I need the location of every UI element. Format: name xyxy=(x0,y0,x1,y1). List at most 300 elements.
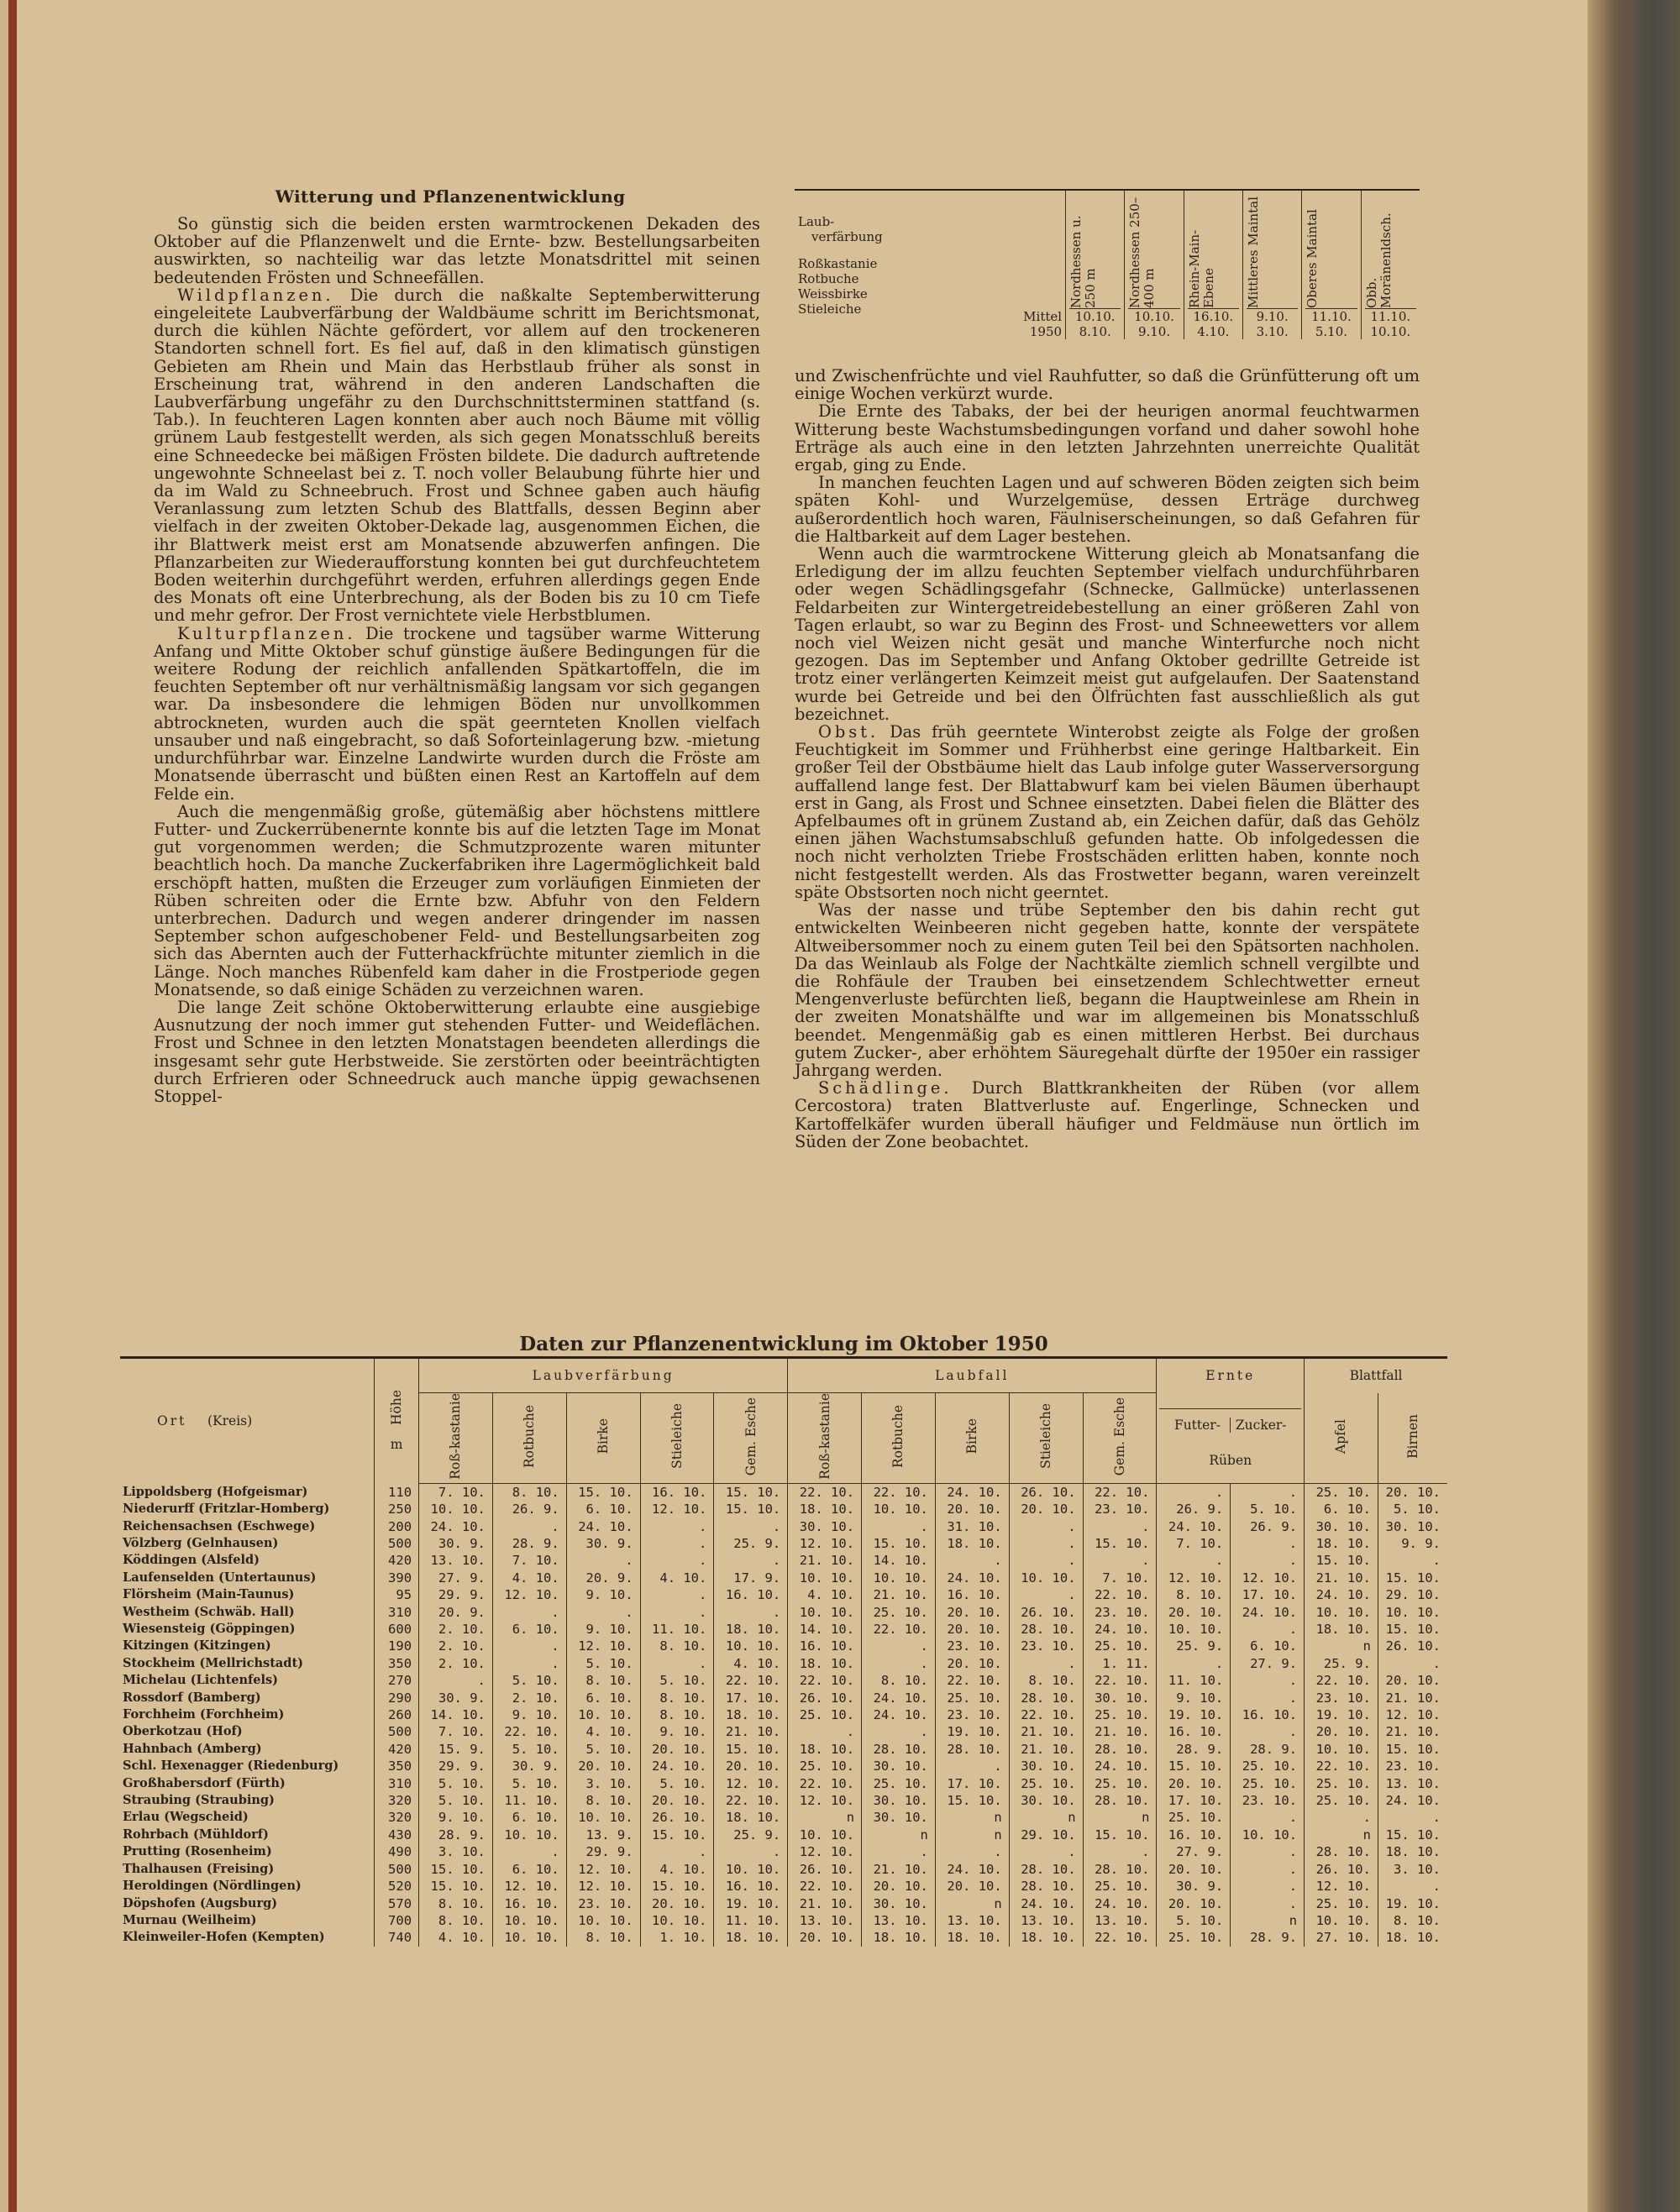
date-cell: 13. 9. xyxy=(566,1827,640,1843)
date-cell: 18. 10. xyxy=(788,1501,862,1517)
date-cell: . xyxy=(1231,1552,1305,1569)
date-cell: 25. 10. xyxy=(1083,1878,1157,1895)
date-cell: 15. 10. xyxy=(419,1861,493,1878)
date-cell: . xyxy=(1157,1552,1231,1569)
date-cell: 5. 10. xyxy=(1378,1501,1447,1517)
date-cell: 28. 10. xyxy=(1083,1792,1157,1809)
date-cell: 12. 10. xyxy=(788,1535,862,1552)
date-cell: . xyxy=(640,1535,714,1552)
date-cell: 30. 9. xyxy=(419,1690,493,1706)
table-row xyxy=(120,1929,1447,1946)
date-cell: 14. 10. xyxy=(419,1706,493,1723)
small-table-col xyxy=(1243,190,1302,339)
date-cell: 4. 10. xyxy=(566,1723,640,1740)
subheader xyxy=(788,1393,862,1484)
right-paragraph-7 xyxy=(795,1079,1420,1151)
date-cell: 15. 10. xyxy=(1378,1827,1447,1843)
date-cell: 8. 10. xyxy=(1009,1672,1083,1689)
date-cell: . xyxy=(1009,1552,1083,1569)
hoehe-cell: 95 xyxy=(375,1586,419,1603)
date-cell: 8. 10. xyxy=(640,1690,714,1706)
date-cell: 8. 10. xyxy=(419,1895,493,1912)
hoehe-cell: 270 xyxy=(375,1672,419,1689)
date-cell: 21. 10. xyxy=(1378,1723,1447,1740)
date-cell: 14. 10. xyxy=(862,1552,936,1569)
date-cell: 6. 10. xyxy=(566,1690,640,1706)
header-ernte: Ernte xyxy=(1157,1358,1305,1393)
date-cell: 21. 10. xyxy=(862,1861,936,1878)
date-cell: 20. 10. xyxy=(1305,1723,1378,1740)
table-row xyxy=(120,1809,1447,1826)
date-cell: . xyxy=(862,1723,936,1740)
date-cell: 25. 10. xyxy=(1083,1706,1157,1723)
date-cell: 6. 10. xyxy=(492,1621,566,1638)
date-cell: 24. 10. xyxy=(1009,1895,1083,1912)
ort-cell: Kleinweiler-Hofen (Kempten) xyxy=(123,1930,325,1945)
hoehe-cell: 290 xyxy=(375,1690,419,1706)
date-cell: 15. 10. xyxy=(1378,1621,1447,1638)
date-cell: 7. 10. xyxy=(492,1552,566,1569)
date-cell: 15. 10. xyxy=(714,1741,788,1758)
hoehe-cell: 200 xyxy=(375,1518,419,1535)
date-cell: 8. 10. xyxy=(1378,1912,1447,1929)
date-cell: 2. 10. xyxy=(419,1638,493,1654)
left-paragraph-3 xyxy=(154,625,760,803)
date-cell: 15. 10. xyxy=(1083,1827,1157,1843)
hoehe-cell: 350 xyxy=(375,1655,419,1672)
date-cell: 25. 10. xyxy=(1157,1809,1231,1826)
date-cell: . xyxy=(1231,1861,1305,1878)
date-cell: 23. 10. xyxy=(1305,1690,1378,1706)
date-cell: 22. 10. xyxy=(1083,1483,1157,1501)
subheader-label: Gem. Esche xyxy=(1111,1397,1127,1476)
date-cell: 27. 10. xyxy=(1305,1929,1378,1946)
date-cell: 15. 10. xyxy=(714,1483,788,1501)
date-cell: . xyxy=(714,1518,788,1535)
date-cell: 11. 10. xyxy=(714,1912,788,1929)
col-header: Nordhessen u. 250 m xyxy=(1068,215,1099,308)
section-lead-wildpflanzen: Wildpflanzen. xyxy=(177,285,334,305)
row-label-mittel: Mittel xyxy=(1023,309,1063,324)
date-cell: 22. 10. xyxy=(1305,1672,1378,1689)
date-cell: 27. 9. xyxy=(419,1570,493,1586)
date-cell: 8. 10. xyxy=(566,1792,640,1809)
date-cell: 31. 10. xyxy=(935,1518,1009,1535)
date-cell: 2. 10. xyxy=(419,1655,493,1672)
header-blattfall: Blattfall xyxy=(1305,1358,1447,1393)
date-cell: 15. 10. xyxy=(1378,1570,1447,1586)
date-cell: . xyxy=(640,1518,714,1535)
date-cell: . xyxy=(1009,1518,1083,1535)
table-row xyxy=(120,1895,1447,1912)
cell: 9.10. xyxy=(1137,324,1171,339)
left-paragraph-5: Die lange Zeit schöne Oktoberwitterung erlaubte eine ausgiebige Ausnutzung der noch immer gut stehenden Futter- und Weideflächen. Frost und Schnee in den letzten Monatstagen beendeten allerdings die insgesamt sehr gute Herbstweide. Sie zerstörten oder beeinträchtigten durch Erfrieren oder Schneedruck auch manche üppig gewachsenen Stoppel- xyxy=(154,997,760,1106)
date-cell: 18. 10. xyxy=(1305,1535,1378,1552)
subheader-label: Rotbuche xyxy=(522,1404,538,1468)
date-cell: 26. 10. xyxy=(788,1690,862,1706)
date-cell: 25. 9. xyxy=(1305,1655,1378,1672)
date-cell: 5. 10. xyxy=(1231,1501,1305,1517)
date-cell: 20. 10. xyxy=(1378,1483,1447,1501)
date-cell: 28. 9. xyxy=(1231,1929,1305,1946)
date-cell: 6. 10. xyxy=(1231,1638,1305,1654)
date-cell: 23. 10. xyxy=(1083,1501,1157,1517)
date-cell: 26. 9. xyxy=(1157,1501,1231,1517)
header-laubverfaerbung: Laubverfärbung xyxy=(419,1358,788,1393)
date-cell: 12. 10. xyxy=(1378,1706,1447,1723)
date-cell: . xyxy=(419,1672,493,1689)
date-cell: 26. 10. xyxy=(1378,1638,1447,1654)
tree-name: Roßkastanie xyxy=(798,255,878,271)
hoehe-cell: 390 xyxy=(375,1570,419,1586)
date-cell: 10. 10. xyxy=(1305,1604,1378,1621)
date-cell: 25. 10. xyxy=(1083,1775,1157,1792)
table-row xyxy=(120,1535,1447,1552)
date-cell: 29. 10. xyxy=(1009,1827,1083,1843)
date-cell: . xyxy=(1009,1843,1083,1860)
date-cell: 2. 10. xyxy=(492,1690,566,1706)
date-cell: 20. 10. xyxy=(1009,1501,1083,1517)
subheader xyxy=(1378,1393,1447,1484)
date-cell: 15. 10. xyxy=(640,1827,714,1843)
date-cell: 18. 10. xyxy=(1009,1929,1083,1946)
date-cell: . xyxy=(640,1655,714,1672)
hoehe-cell: 190 xyxy=(375,1638,419,1654)
date-cell: . xyxy=(1231,1535,1305,1552)
ort-cell: Laufenselden (Untertaunus) xyxy=(123,1570,317,1585)
date-cell: 3. 10. xyxy=(566,1775,640,1792)
date-cell: 10. 10. xyxy=(714,1638,788,1654)
date-cell: 20. 10. xyxy=(714,1758,788,1774)
subheader-futter: Futter- xyxy=(1173,1417,1221,1433)
ort-cell: Reichensachsen (Eschwege) xyxy=(123,1518,316,1533)
date-cell: 13. 10. xyxy=(862,1912,936,1929)
date-cell: . xyxy=(1231,1895,1305,1912)
header-hoehe xyxy=(375,1358,419,1484)
subheader-rueben xyxy=(1157,1393,1305,1484)
date-cell: 12. 10. xyxy=(566,1878,640,1895)
ort-cell: Lippoldsberg (Hofgeismar) xyxy=(123,1484,308,1499)
date-cell: 22. 10. xyxy=(492,1723,566,1740)
date-cell: 10. 10. xyxy=(492,1912,566,1929)
date-cell: 29. 9. xyxy=(566,1843,640,1860)
date-cell: 1. 10. xyxy=(640,1929,714,1946)
table-row xyxy=(120,1878,1447,1895)
date-cell: 30. 10. xyxy=(862,1895,936,1912)
date-cell: 10. 10. xyxy=(566,1706,640,1723)
date-cell: 30. 10. xyxy=(1305,1518,1378,1535)
ort-cell: Forchheim (Forchheim) xyxy=(123,1707,285,1722)
ort-cell: Erlau (Wegscheid) xyxy=(123,1810,249,1825)
date-cell: 20. 9. xyxy=(566,1570,640,1586)
ort-cell: Hahnbach (Amberg) xyxy=(123,1741,262,1756)
date-cell: 22. 10. xyxy=(788,1878,862,1895)
date-cell: 18. 10. xyxy=(935,1929,1009,1946)
date-cell: . xyxy=(788,1723,862,1740)
date-cell: 28. 10. xyxy=(1305,1843,1378,1860)
date-cell: 30. 9. xyxy=(419,1535,493,1552)
date-cell: . xyxy=(714,1843,788,1860)
date-cell: 12. 10. xyxy=(640,1501,714,1517)
date-cell: 18. 10. xyxy=(788,1655,862,1672)
right-paragraph-5 xyxy=(795,723,1420,901)
date-cell: 20. 10. xyxy=(788,1929,862,1946)
date-cell: 8. 10. xyxy=(419,1912,493,1929)
ort-cell: Thalhausen (Freising) xyxy=(123,1861,275,1876)
tree-name: Weissbirke xyxy=(798,286,868,301)
date-cell: 22. 10. xyxy=(862,1621,936,1638)
date-cell: n xyxy=(935,1895,1009,1912)
table-row xyxy=(120,1604,1447,1621)
right-paragraph-3: In manchen feuchten Lagen und auf schweren Böden zeigten sich beim späten Kohl- und Wurzelgemüse, dessen Erträge durchweg außerordentlich hoch waren, Fäulniserscheinungen, so daß Gefahren für die Haltbarkeit auf dem Lager bestehen. xyxy=(795,473,1420,546)
right-paragraph-5-text: Das früh geerntete Winterobst zeigte als Folge der großen Feuchtigkeit im Sommer und Frühherbst eine geringe Haltbarkeit. Ein großer Teil der Obstbäume hielt das Laub infolge guter Wasserversorgung auffallend lange fest. Der Blattabwurf kam bei vielen Bäumen überhaupt erst in Gang, als Frost und Schnee einsetzten. Dabei fielen die Blätter des Apfelbaumes oft in grünem Zustand ab, ein Zeichen dafür, daß das Gehölz einen jähen Wachstumsabschluß gefunden hatte. Ob infolgedessen die noch nicht verholzten Triebe Frostschäden erlitten haben, konnte noch nicht festgestellt werden. Als das Frostwetter begann, waren vereinzelt späte Obstsorten noch nicht geerntet. xyxy=(795,722,1420,902)
date-cell: 24. 10. xyxy=(1378,1792,1447,1809)
date-cell: . xyxy=(1231,1690,1305,1706)
date-cell: 24. 10. xyxy=(566,1518,640,1535)
date-cell: 23. 10. xyxy=(935,1638,1009,1654)
date-cell: 29. 10. xyxy=(1378,1586,1447,1603)
date-cell: 12. 10. xyxy=(492,1878,566,1895)
date-cell: 21. 10. xyxy=(788,1552,862,1569)
date-cell: 23. 10. xyxy=(935,1706,1009,1723)
date-cell: 30. 9. xyxy=(566,1535,640,1552)
date-cell: 10. 10. xyxy=(1305,1741,1378,1758)
date-cell: 25. 10. xyxy=(1305,1792,1378,1809)
small-table-label-2: verfärbung xyxy=(811,228,883,244)
date-cell: 20. 10. xyxy=(935,1621,1009,1638)
date-cell: 8. 10. xyxy=(492,1483,566,1501)
date-cell: . xyxy=(492,1655,566,1672)
date-cell: . xyxy=(1231,1672,1305,1689)
date-cell: 24. 10. xyxy=(1231,1604,1305,1621)
date-cell: 8. 10. xyxy=(862,1672,936,1689)
hoehe-cell: 110 xyxy=(375,1483,419,1501)
date-cell: 25. 9. xyxy=(1157,1638,1231,1654)
date-cell: 15. 10. xyxy=(1083,1535,1157,1552)
date-cell: 5. 10. xyxy=(566,1655,640,1672)
date-cell: 24. 10. xyxy=(935,1570,1009,1586)
date-cell: 24. 10. xyxy=(1083,1758,1157,1774)
date-cell: . xyxy=(862,1655,936,1672)
date-cell: . xyxy=(714,1552,788,1569)
col-header: Oberes Maintal xyxy=(1305,209,1320,308)
date-cell: 22. 10. xyxy=(1009,1706,1083,1723)
subheader xyxy=(419,1393,493,1484)
date-cell: n xyxy=(935,1809,1009,1826)
header-hoehe-label: Höhe xyxy=(389,1390,405,1426)
small-table-col xyxy=(1361,190,1420,339)
date-cell: . xyxy=(1231,1809,1305,1826)
date-cell: 19. 10. xyxy=(714,1895,788,1912)
date-cell: 18. 10. xyxy=(1378,1843,1447,1860)
date-cell: 7. 10. xyxy=(419,1483,493,1501)
right-column xyxy=(795,367,1420,1151)
subheader-label: Rotbuche xyxy=(890,1404,906,1468)
pflanzenentwicklung-table xyxy=(120,1356,1447,1947)
date-cell: 16. 10. xyxy=(788,1638,862,1654)
ort-cell: Wiesensteig (Göppingen) xyxy=(123,1622,296,1637)
header-ort xyxy=(120,1358,375,1484)
date-cell: 28. 10. xyxy=(862,1741,936,1758)
date-cell: 20. 10. xyxy=(640,1792,714,1809)
date-cell: 21. 10. xyxy=(1305,1570,1378,1586)
date-cell: 7. 10. xyxy=(419,1723,493,1740)
date-cell: . xyxy=(1009,1535,1083,1552)
date-cell: 13. 10. xyxy=(1083,1912,1157,1929)
cell: 11.10. xyxy=(1305,308,1357,324)
left-paragraph-2 xyxy=(154,286,760,625)
date-cell: 7. 10. xyxy=(1083,1570,1157,1586)
date-cell: 12. 10. xyxy=(566,1861,640,1878)
date-cell: 25. 10. xyxy=(1083,1638,1157,1654)
date-cell: 28. 9. xyxy=(1157,1741,1231,1758)
date-cell: 24. 10. xyxy=(862,1706,936,1723)
date-cell: 13. 10. xyxy=(788,1912,862,1929)
cell: 3.10. xyxy=(1256,324,1289,339)
date-cell: 10. 10. xyxy=(566,1912,640,1929)
header-kreis-label: (Kreis) xyxy=(207,1413,253,1429)
cell: 10.10. xyxy=(1128,308,1179,324)
date-cell: 15. 10. xyxy=(935,1792,1009,1809)
ort-cell: Flörsheim (Main-Taunus) xyxy=(123,1587,295,1602)
date-cell: 21. 10. xyxy=(714,1723,788,1740)
date-cell: 24. 10. xyxy=(419,1518,493,1535)
date-cell: . xyxy=(1231,1723,1305,1740)
row-label-1950: 1950 xyxy=(1029,324,1063,339)
date-cell: n xyxy=(1305,1638,1378,1654)
date-cell: . xyxy=(1083,1552,1157,1569)
date-cell: 30. 9. xyxy=(1157,1878,1231,1895)
date-cell: 30. 10. xyxy=(788,1518,862,1535)
cell: 16.10. xyxy=(1188,308,1239,324)
date-cell: 12. 10. xyxy=(714,1775,788,1792)
date-cell: 11. 10. xyxy=(492,1792,566,1809)
right-paragraph-6: Was der nasse und trübe September den bis dahin recht gut entwickelten Weinbeeren nicht gegeben hatte, konnte der verspätete Altweibersommer noch zu einem guten Teil bei den Spätsorten nachholen. Da das Weinlaub als Folge der Nachtkälte ziemlich schnell vergilbte und die Rohfäule der Trauben bei einsetzendem Schlechtwetter erneut Mengenverluste befürchten ließ, begann die Hauptweinlese am Rhein in der zweiten Monatshälfte und war im allgemeinen bis Monatsschluß beendet. Mengenmäßig gab es einen mittleren Herbst. Bei durchaus gutem Zucker-, aber erhöhtem Säuregehalt dürfte der 1950er ein rassiger Jahrgang werden. xyxy=(795,900,1420,1080)
subheader-label: Birke xyxy=(596,1418,612,1455)
date-cell: n xyxy=(935,1827,1009,1843)
date-cell: 28. 9. xyxy=(1231,1741,1305,1758)
table-row xyxy=(120,1792,1447,1809)
date-cell: 22. 10. xyxy=(935,1672,1009,1689)
date-cell: 5. 10. xyxy=(492,1672,566,1689)
date-cell: 18. 10. xyxy=(935,1535,1009,1552)
date-cell: 15. 10. xyxy=(862,1535,936,1552)
hoehe-cell: 700 xyxy=(375,1912,419,1929)
hoehe-cell: 570 xyxy=(375,1895,419,1912)
date-cell: 22. 10. xyxy=(788,1672,862,1689)
subheader xyxy=(566,1393,640,1484)
hoehe-cell: 420 xyxy=(375,1741,419,1758)
date-cell: n xyxy=(1231,1912,1305,1929)
date-cell: 10. 10. xyxy=(566,1809,640,1826)
date-cell: 24. 10. xyxy=(935,1861,1009,1878)
date-cell: 13. 10. xyxy=(1378,1775,1447,1792)
date-cell: 8. 10. xyxy=(566,1672,640,1689)
date-cell: 20. 10. xyxy=(935,1878,1009,1895)
date-cell: 9. 10. xyxy=(492,1706,566,1723)
date-cell: 15. 10. xyxy=(1305,1552,1378,1569)
date-cell: 5. 10. xyxy=(566,1741,640,1758)
date-cell: 30. 10. xyxy=(862,1792,936,1809)
small-table-col xyxy=(1184,190,1242,339)
date-cell: 13. 10. xyxy=(1009,1912,1083,1929)
date-cell: n xyxy=(1009,1809,1083,1826)
ort-cell: Kitzingen (Kitzingen) xyxy=(123,1638,271,1654)
date-cell: 9. 10. xyxy=(566,1586,640,1603)
subheader-label: Roß-kastanie xyxy=(816,1393,832,1480)
date-cell: 9. 10. xyxy=(566,1621,640,1638)
date-cell: . xyxy=(640,1586,714,1603)
date-cell: 5. 10. xyxy=(419,1775,493,1792)
date-cell: 18. 10. xyxy=(1305,1621,1378,1638)
date-cell: 28. 10. xyxy=(935,1741,1009,1758)
date-cell: 21. 10. xyxy=(1083,1723,1157,1740)
date-cell: 20. 10. xyxy=(935,1604,1009,1621)
table-row xyxy=(120,1690,1447,1706)
date-cell: 10. 10. xyxy=(1305,1912,1378,1929)
cell: 8.10. xyxy=(1079,324,1111,339)
ort-cell: Heroldingen (Nördlingen) xyxy=(123,1879,302,1894)
ort-cell: Köddingen (Alsfeld) xyxy=(123,1553,260,1568)
date-cell: 5. 10. xyxy=(640,1672,714,1689)
date-cell: . xyxy=(1378,1878,1447,1895)
date-cell: 20. 10. xyxy=(566,1758,640,1774)
hoehe-cell: 600 xyxy=(375,1621,419,1638)
date-cell: . xyxy=(1231,1878,1305,1895)
ort-cell: Großhabersdorf (Fürth) xyxy=(123,1775,286,1790)
book-spine xyxy=(1588,0,1680,2212)
date-cell: 12. 10. xyxy=(788,1792,862,1809)
date-cell: 25. 10. xyxy=(935,1690,1009,1706)
date-cell: 12. 10. xyxy=(1157,1570,1231,1586)
date-cell: 7. 10. xyxy=(1157,1535,1231,1552)
date-cell: 22. 10. xyxy=(1083,1929,1157,1946)
col-header: Mittleres Maintal xyxy=(1246,197,1261,308)
date-cell: 15. 10. xyxy=(1157,1758,1231,1774)
date-cell: 18. 10. xyxy=(862,1929,936,1946)
date-cell: . xyxy=(862,1638,936,1654)
date-cell: 17. 10. xyxy=(714,1690,788,1706)
date-cell: 25. 10. xyxy=(1231,1775,1305,1792)
date-cell: 16. 10. xyxy=(1157,1827,1231,1843)
right-paragraph-4: Wenn auch die warmtrockene Witterung gleich ab Monatsanfang die Erledigung der im allzu feuchten September vielfach undurchführbaren oder wegen Schädlingsgefahr (Schnecke, Gallmücke) unterlassenen Feldarbeiten zur Wintergetreidebestellung an einer größeren Zahl von Tagen erlaubt, so war zu Beginn des Frost- und Schneewetters vor allem noch viel Weizen nicht gesät und manche Winterfurche noch nicht gezogen. Das im September und Anfang Oktober gedrillte Getreide ist trotz einer verlängerten Keimzeit meist gut aufgelaufen. Der Saatenstand wurde bei Getreide und bei den Ölfrüchten fast ausschließlich als gut bezeichnet. xyxy=(795,544,1420,724)
date-cell: 21. 10. xyxy=(862,1586,936,1603)
date-cell: 17. 9. xyxy=(714,1570,788,1586)
date-cell: . xyxy=(1378,1552,1447,1569)
date-cell: 12. 10. xyxy=(788,1843,862,1860)
date-cell: 24. 10. xyxy=(1083,1895,1157,1912)
date-cell: 17. 10. xyxy=(1231,1586,1305,1603)
left-paragraph-4: Auch die mengenmäßig große, gütemäßig aber höchstens mittlere Futter- und Zuckerrübenernte konnte bis auf die letzten Tage im Monat gut vorgenommen werden; die Schmutzprozente waren mitunter beachtlich hoch. Da manche Zuckerfabriken ihre Lagermöglichkeit bald erschöpft hatten, mußten die Erzeuger zum vorläufigen Einmieten der Rüben schreiten oder die Ernte bzw. Abfuhr von den Feldern unterbrechen. Dadurch und wegen anderer dringender im nassen September schon aufgeschobener Feld- und Bestellungsarbeiten zog sich das Abernten auch der Futterhackfrüchte mitunter ziemlich in die Länge. Noch manches Rübenfeld kam daher in die Frostperiode gegen Monatsende, so daß einige Schäden zu verzeichnen waren. xyxy=(154,801,760,999)
date-cell: 22. 10. xyxy=(714,1672,788,1689)
table-row xyxy=(120,1843,1447,1860)
date-cell: 17. 10. xyxy=(935,1775,1009,1792)
hoehe-cell: 500 xyxy=(375,1723,419,1740)
date-cell: 6. 10. xyxy=(566,1501,640,1517)
date-cell: 8. 10. xyxy=(640,1638,714,1654)
date-cell: . xyxy=(1231,1483,1305,1501)
ort-cell: Westheim (Schwäb. Hall) xyxy=(123,1604,295,1619)
date-cell: 2. 10. xyxy=(419,1621,493,1638)
date-cell: 10. 10. xyxy=(419,1501,493,1517)
ort-cell: Stockheim (Mellrichstadt) xyxy=(123,1655,304,1670)
date-cell: 24. 10. xyxy=(935,1483,1009,1501)
date-cell: . xyxy=(862,1518,936,1535)
date-cell: 25. 10. xyxy=(1157,1929,1231,1946)
date-cell: 20. 10. xyxy=(640,1741,714,1758)
cell: 10.10. xyxy=(1370,324,1411,339)
date-cell: 20. 10. xyxy=(1157,1861,1231,1878)
